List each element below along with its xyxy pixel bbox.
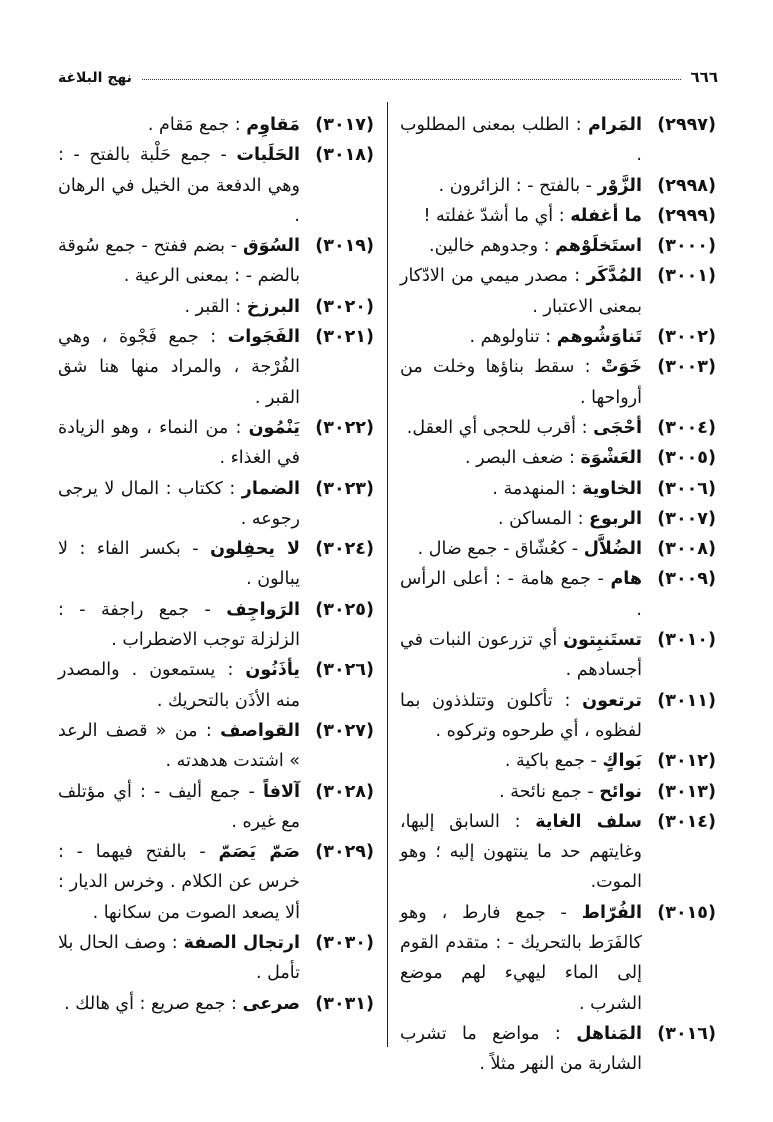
entry-number: (٣٠٣١) [315, 993, 374, 1014]
entry-definition: : الطلب بمعنى المطلوب . [400, 115, 642, 166]
entry-definition: : أقرب للحجى أي العقل. [406, 417, 588, 438]
entry-text [58, 928, 300, 989]
entry-headword: الرَواجِف [226, 599, 300, 620]
entry-headword: تستَنبِتون [563, 630, 642, 651]
glossary-entry [400, 504, 716, 534]
entry-definition: : من النماء ، وهو الزيادة في الغذاء . [58, 417, 300, 469]
entry-number: (٣٠١٧) [315, 115, 374, 135]
entry-headword: أحْجَى [593, 417, 642, 438]
entry-number: (٣٠٠٧) [657, 508, 716, 529]
entry-text [58, 322, 300, 413]
entry-number: (٢٩٩٧) [657, 115, 716, 135]
entry-definition: : جمع صريع : أي هالك . [64, 993, 237, 1014]
glossary-entry [400, 564, 716, 625]
entry-text [58, 140, 300, 231]
entry-text [400, 261, 642, 322]
entry-headword: ارتجال الصفة [183, 933, 300, 954]
entry-definition: - بكسر الفاء : لا يبالون . [58, 539, 300, 590]
glossary-entry [58, 837, 374, 928]
glossary-entry [400, 746, 716, 776]
entry-text [58, 989, 300, 1019]
entry-number: (٣٠٠٣) [657, 357, 716, 378]
entry-number: (٣٠١٢) [657, 751, 716, 772]
entry-headword: هام [610, 569, 642, 590]
entry-headword: الضُلاَّل [583, 539, 642, 560]
entry-headword: الزَّوْر [597, 175, 642, 196]
entry-text [400, 1019, 642, 1080]
entry-definition: : جمع فَجْوة ، وهي الفُرْجة ، والمراد منها هنا شق القبر . [58, 327, 300, 408]
entry-definition: : السابق إليها، وغايتهم حد ما ينتهون إليه ؛ وهو الموت. [400, 811, 642, 893]
entry-number: (٣٠٢٠) [315, 296, 374, 317]
entry-definition: : وصف الحال بلا تأمل . [58, 933, 300, 984]
entry-definition: - جمع باكية . [504, 751, 597, 772]
entry-headword: آلافاً [262, 781, 300, 802]
entry-number: (٢٩٩٨) [657, 175, 716, 196]
entry-text [400, 625, 642, 686]
entry-text [400, 474, 642, 504]
entry-number: (٣٠٢٤) [315, 539, 374, 560]
entry-headword: يأذَنُون [245, 660, 300, 681]
entry-headword: السُوَق [243, 236, 300, 257]
entry-text [400, 898, 642, 1019]
entry-definition: - بالفتح - : الزائرون . [438, 175, 592, 196]
glossary-entry [58, 322, 374, 413]
entry-definition: - جمع فارط ، وهو كالفَرَط بالتحريك - : متقدم القوم إلى الماء ليهيء لهم موضع الشرب . [400, 902, 642, 1014]
entry-text [400, 443, 642, 473]
glossary-entry [400, 898, 716, 1019]
entry-definition: : تأكلون وتتلذذون بما لفظوه ، أي طرحوه وتركوه . [400, 690, 642, 741]
entry-text [400, 110, 642, 171]
entry-headword: العَشْوَة [580, 448, 642, 469]
entry-headword: الفُرّاط [581, 902, 642, 923]
glossary-entry [58, 716, 374, 777]
entry-number: (٣٠٢٥) [315, 599, 374, 620]
entry-text [58, 413, 300, 474]
entry-number: (٣٠٢٦) [315, 660, 374, 681]
entry-headword: الفَجَوات [227, 327, 300, 348]
entry-definition: : وجدوهم خالين. [429, 236, 550, 257]
entry-definition: - جمع راجفة - : الزلزلة توجب الاضطراب . [58, 599, 300, 651]
glossary-entry [400, 231, 716, 261]
glossary-entry [58, 292, 374, 322]
glossary-entry [58, 928, 374, 989]
entry-number: (٣٠٣٠) [315, 933, 374, 954]
entry-headword: القواصف [220, 720, 300, 741]
entry-headword: بَواكٍ [602, 751, 642, 772]
column-divider [387, 102, 388, 1047]
entry-definition: : يستمعون . والمصدر منه الأذَن بالتحريك . [58, 660, 300, 711]
entry-definition: - جمع حَلْبة بالفتح - : وهي الدفعة من الخيل في الرهان . [58, 145, 300, 226]
entry-headword: البرزخ [246, 296, 300, 317]
glossary-entry [58, 140, 374, 231]
glossary-entry [400, 625, 716, 686]
glossary-entry [400, 534, 716, 564]
glossary-entry [58, 989, 374, 1019]
glossary-entry [400, 1019, 716, 1080]
left-column [58, 110, 374, 1019]
entry-text [400, 352, 642, 413]
entry-definition: - كعُشّاق - جمع ضال . [417, 539, 579, 560]
entry-number: (٣٠٠٤) [657, 417, 716, 438]
right-column [400, 110, 716, 1080]
entry-definition: : ككتاب : المال لا يرجى رجوعه . [58, 478, 300, 529]
entry-text [58, 231, 300, 292]
entry-text [400, 504, 642, 534]
entry-text [400, 564, 642, 625]
entry-number: (٣٠٢١) [315, 327, 374, 348]
entry-number: (٣٠١٦) [657, 1023, 716, 1044]
entry-text [58, 474, 300, 535]
entry-headword: الضمار [241, 478, 300, 499]
glossary-entry [400, 110, 716, 171]
entry-number: (٣٠٢٧) [315, 720, 374, 741]
entry-headword: الربوع [589, 508, 642, 529]
entry-headword: صَمّ يَصَمّ [218, 842, 301, 863]
entry-headword: المَرام [587, 115, 642, 135]
entry-text [400, 231, 642, 261]
entry-number: (٣٠١٥) [657, 902, 716, 923]
entry-number: (٣٠١٨) [315, 145, 374, 166]
glossary-entry [400, 352, 716, 413]
entry-text [58, 292, 300, 322]
glossary-entry [400, 474, 716, 504]
entry-text [58, 837, 300, 928]
entry-definition: - جمع هامة - : أعلى الرأس . [400, 569, 642, 620]
glossary-entry [58, 110, 374, 140]
glossary-entry [400, 201, 716, 231]
entry-number: (٣٠٠٨) [657, 539, 716, 560]
entry-definition: : المساكن . [497, 508, 584, 529]
glossary-entry [400, 261, 716, 322]
entry-number: (٣٠٢٩) [315, 842, 374, 863]
page-number: ٦٦٦ [690, 68, 718, 86]
entry-definition: : مصدر ميمي من الادّكار بمعنى الاعتبار . [400, 266, 642, 317]
entry-definition: - بضم ففتح - جمع سُوقة بالضم - : بمعنى الرعية . [58, 236, 300, 287]
entry-definition: : من « قصف الرعد » اشتدت هدهدته . [58, 720, 300, 772]
entry-headword: استَخلَوْهم [555, 236, 642, 257]
entry-definition: : القبر . [184, 296, 242, 317]
glossary-entry [400, 413, 716, 443]
entry-definition: : سقط بناؤها وخلت من أرواحها . [400, 357, 642, 408]
entry-text [58, 716, 300, 777]
glossary-entry [58, 413, 374, 474]
entry-headword: مَقاوِم [246, 115, 300, 135]
entry-headword: المُدَّكَر [586, 266, 642, 287]
entry-definition: : أي ما أشدّ غفلته ! [423, 205, 565, 226]
glossary-entry [58, 777, 374, 838]
entry-headword: سلف الغاية [535, 811, 642, 832]
entry-text [58, 110, 300, 140]
glossary-entry [58, 534, 374, 595]
glossary-entry [400, 777, 716, 807]
glossary-entry [58, 655, 374, 716]
entry-headword: لا يحفِلون [210, 539, 300, 560]
entry-definition: أي تزرعون النبات في أجسادهم . [400, 630, 642, 681]
entry-headword: نوائح [599, 781, 642, 802]
glossary-entry [58, 231, 374, 292]
entry-headword: صرعى [242, 993, 300, 1014]
entry-headword: خَوَتْ [600, 357, 642, 378]
glossary-entry [400, 807, 716, 898]
entry-definition: : تناولوهم . [469, 327, 552, 348]
glossary-entry [400, 171, 716, 201]
entry-text [400, 746, 642, 776]
entry-number: (٣٠٠١) [657, 266, 716, 287]
glossary-entry [58, 474, 374, 535]
entry-text [58, 595, 300, 656]
running-title: نهج البلاغة [58, 70, 132, 86]
entry-headword: المَناهل [576, 1023, 642, 1044]
entry-text [58, 655, 300, 716]
entry-definition: : ضعف البصر . [464, 448, 575, 469]
entry-definition: - جمع أليف - : أي مؤتلف مع غيره . [58, 781, 300, 832]
entry-headword: ما أغفله [570, 205, 642, 226]
entry-text [400, 413, 642, 443]
entry-number: (٣٠٢٣) [315, 478, 374, 499]
entry-number: (٣٠١١) [657, 690, 716, 711]
entry-headword: يَنْمُون [248, 417, 300, 438]
entry-definition: - بالفتح فيهما - : خرس عن الكلام . وخرس الديار : ألا يصعد الصوت من سكانها . [58, 842, 300, 923]
entry-headword: ترتعون [582, 690, 642, 711]
entry-number: (٣٠٠٠) [657, 236, 716, 257]
entry-number: (٣٠٢٢) [315, 417, 374, 438]
entry-text [400, 322, 642, 352]
entry-text [58, 534, 300, 595]
entry-headword: تَناوَشُوهم [556, 327, 642, 348]
entry-text [58, 777, 300, 838]
entry-number: (٣٠١٣) [657, 781, 716, 802]
entry-definition: : جمع مَقام . [147, 115, 241, 135]
entry-number: (٢٩٩٩) [657, 205, 716, 226]
glossary-entry [400, 443, 716, 473]
glossary-entry [400, 322, 716, 352]
entry-headword: الخاوية [582, 478, 642, 499]
entry-number: (٣٠٠٩) [657, 569, 716, 590]
entry-definition: - جمع نائحة . [499, 781, 594, 802]
entry-number: (٣٠٠٢) [657, 327, 716, 348]
entry-number: (٣٠١٩) [315, 236, 374, 257]
entry-definition: : مواضع ما تشرب الشاربة من النهر مثلاً . [400, 1023, 642, 1075]
page-header [58, 60, 718, 86]
entry-number: (٣٠٢٨) [315, 781, 374, 802]
glossary-entry [400, 686, 716, 747]
entry-number: (٣٠٠٥) [657, 448, 716, 469]
header-dotted-line [142, 79, 681, 80]
entry-text [400, 807, 642, 898]
entry-text [400, 201, 642, 231]
entry-number: (٣٠١٠) [657, 630, 716, 651]
entry-definition: : المنهدمة . [492, 478, 577, 499]
entry-text [400, 534, 642, 564]
entry-number: (٣٠١٤) [657, 811, 716, 832]
entry-headword: الحَلَبات [236, 145, 300, 166]
entry-text [400, 686, 642, 747]
glossary-entry [58, 595, 374, 656]
entry-text [400, 171, 642, 201]
entry-text [400, 777, 642, 807]
entry-number: (٣٠٠٦) [657, 478, 716, 499]
